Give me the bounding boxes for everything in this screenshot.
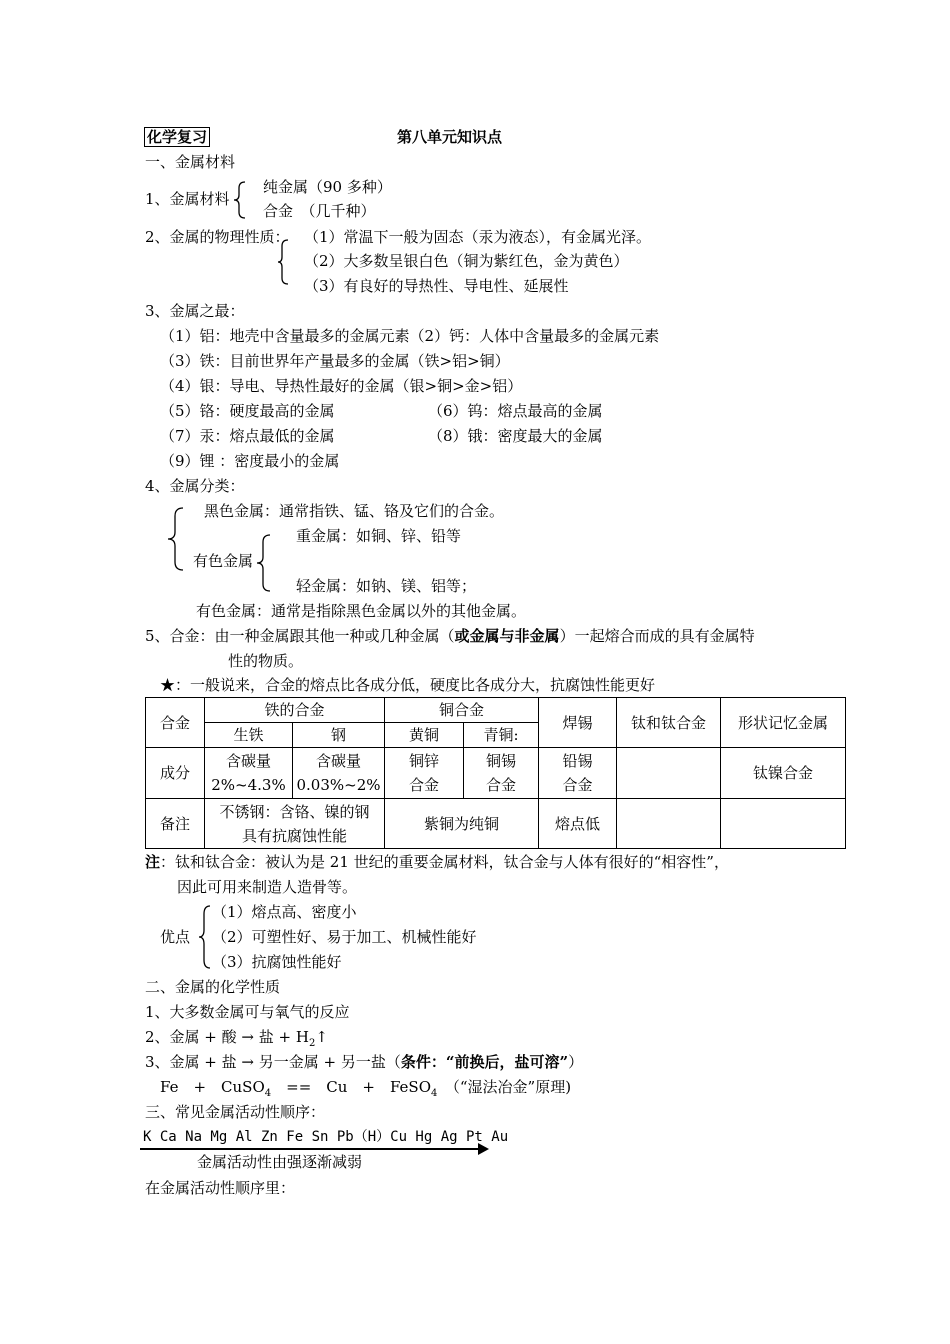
brace-icon [197,904,213,970]
reaction-2: 2、金属 + 酸 → 盐 + $H_2↑$ [145,1028,328,1049]
item-5-line-1: 5、合金：由一种金属跟其他一种或几种金属（或金属与非金属）一起熔合而成的具有金属特 [145,627,755,645]
item-5-line-2: 性的物质。 [228,652,304,670]
table-subheader: 钢 [293,723,385,748]
item-3-line-5a: （7）汞：熔点最低的金属 [160,427,335,445]
table-cell: 含碳量 2%~4.3% [205,748,293,799]
table-row [146,698,846,723]
item-4-black: 黑色金属：通常指铁、锰、铬及它们的合金。 [204,502,505,520]
item-2b: （2）大多数呈银白色（铜为紫红色，金为黄色） [304,252,629,270]
advantage-3: （3）抗腐蚀性能好 [212,953,342,971]
table-header: 铁的合金 [205,698,385,723]
table-cell [721,799,846,849]
item-1-label: 1、金属材料 [145,190,230,208]
brace-icon [232,180,248,220]
section-heading-2: 二、金属的化学性质 [145,978,281,996]
item-4-heavy: 重金属：如铜、锌、铅等 [296,527,462,545]
table-header: 合金 [146,698,205,748]
table-cell: 铜锡 合金 [464,748,539,799]
reaction-3: 3、金属 + 盐 → 另一金属 + 另一盐（条件：“前换后，盐可溶”） [145,1053,584,1071]
item-2-label: 2、金属的物理性质： [145,228,290,246]
item-1b: 合金 （几千种） [263,202,376,220]
table-subheader: 青铜: [464,723,539,748]
item-4-nonferrous: 有色金属 [193,552,254,570]
reaction-1: 1、大多数金属可与氧气的反应 [145,1003,350,1021]
table-header: 焊锡 [539,698,617,748]
item-4-note: 有色金属：通常是指除黑色金属以外的其他金属。 [196,602,527,620]
table-cell: 不锈钢：含铬、镍的钢 具有抗腐蚀性能 [205,799,385,849]
table-header: 钛和钛合金 [617,698,721,748]
table-cell: 紫铜为纯铜 [385,799,539,849]
ti-note-line-1: 注：钛和钛合金：被认为是 21 世纪的重要金属材料，钛合金与人体有很好的“相容性”， [145,853,729,871]
star-note: ★：一般说来，合金的熔点比各成分低，硬度比各成分大，抗腐蚀性能更好 [160,676,656,694]
item-3-line-4a: （5）铬：硬度最高的金属 [160,402,335,420]
item-3-label: 3、金属之最： [145,302,245,320]
brace-icon [255,533,273,593]
table-row-label: 备注 [146,799,205,849]
arrow-right-icon [478,1143,489,1155]
item-3-line-5b: （8）锇：密度最大的金属 [428,427,603,445]
item-2c: （3）有良好的导热性、导电性、延展性 [304,277,569,295]
table-cell: 钛镍合金 [721,748,846,799]
item-2a: （1）常温下一般为固态（汞为液态），有金属光泽。 [304,228,652,246]
subject-label: 化学复习 [144,127,210,147]
table-subheader: 生铁 [205,723,293,748]
table-cell [617,748,721,799]
section-heading-3: 三、常见金属活动性顺序： [145,1103,326,1121]
table-row [146,748,846,799]
table-subheader: 黄铜 [385,723,464,748]
equation: Fe + CuSO$_4$ == Cu + FeSO$_4$ （“湿法冶金”原理) [160,1078,572,1099]
arrow-caption: 金属活动性由强逐渐减弱 [197,1153,363,1171]
brace-icon [166,506,186,572]
item-3-line-1: （1）铝：地壳中含量最多的金属元素（2）钙：人体中含量最多的金属元素 [160,327,660,345]
section-heading-1: 一、金属材料 [145,153,236,171]
alloy-table [145,697,846,849]
advantages-label: 优点 [160,928,191,946]
table-row-label: 成分 [146,748,205,799]
item-4-light: 轻金属：如钠、镁、铝等； [296,577,477,595]
last-line: 在金属活动性顺序里： [145,1179,296,1197]
brace-icon [276,238,290,286]
activity-series: K Ca Na Mg Al Zn Fe Sn Pb（H）Cu Hg Ag Pt Au [143,1129,509,1145]
arrow-line [140,1148,480,1150]
advantage-2: （2）可塑性好、易于加工、机械性能好 [212,928,477,946]
item-3-line-4b: （6）钨：熔点最高的金属 [428,402,603,420]
item-3-line-3: （4）银：导电、导热性最好的金属（银>铜>金>铝） [160,377,523,395]
advantage-1: （1）熔点高、密度小 [212,903,357,921]
table-cell: 铜锌 合金 [385,748,464,799]
table-header: 形状记忆金属 [721,698,846,748]
item-3-line-2: （3）铁：目前世界年产量最多的金属（铁>铝>铜） [160,352,510,370]
table-cell: 含碳量 0.03%~2% [293,748,385,799]
table-row [146,799,846,849]
item-4-label: 4、金属分类： [145,477,245,495]
table-cell: 铅锡 合金 [539,748,617,799]
item-3-line-6: （9）锂 ：密度最小的金属 [160,452,340,470]
item-1a: 纯金属（90 多种） [263,178,392,196]
page-title: 第八单元知识点 [397,128,503,146]
table-header: 铜合金 [385,698,539,723]
ti-note-line-2: 因此可用来制造人造骨等。 [177,878,358,896]
table-cell: 熔点低 [539,799,617,849]
table-cell [617,799,721,849]
